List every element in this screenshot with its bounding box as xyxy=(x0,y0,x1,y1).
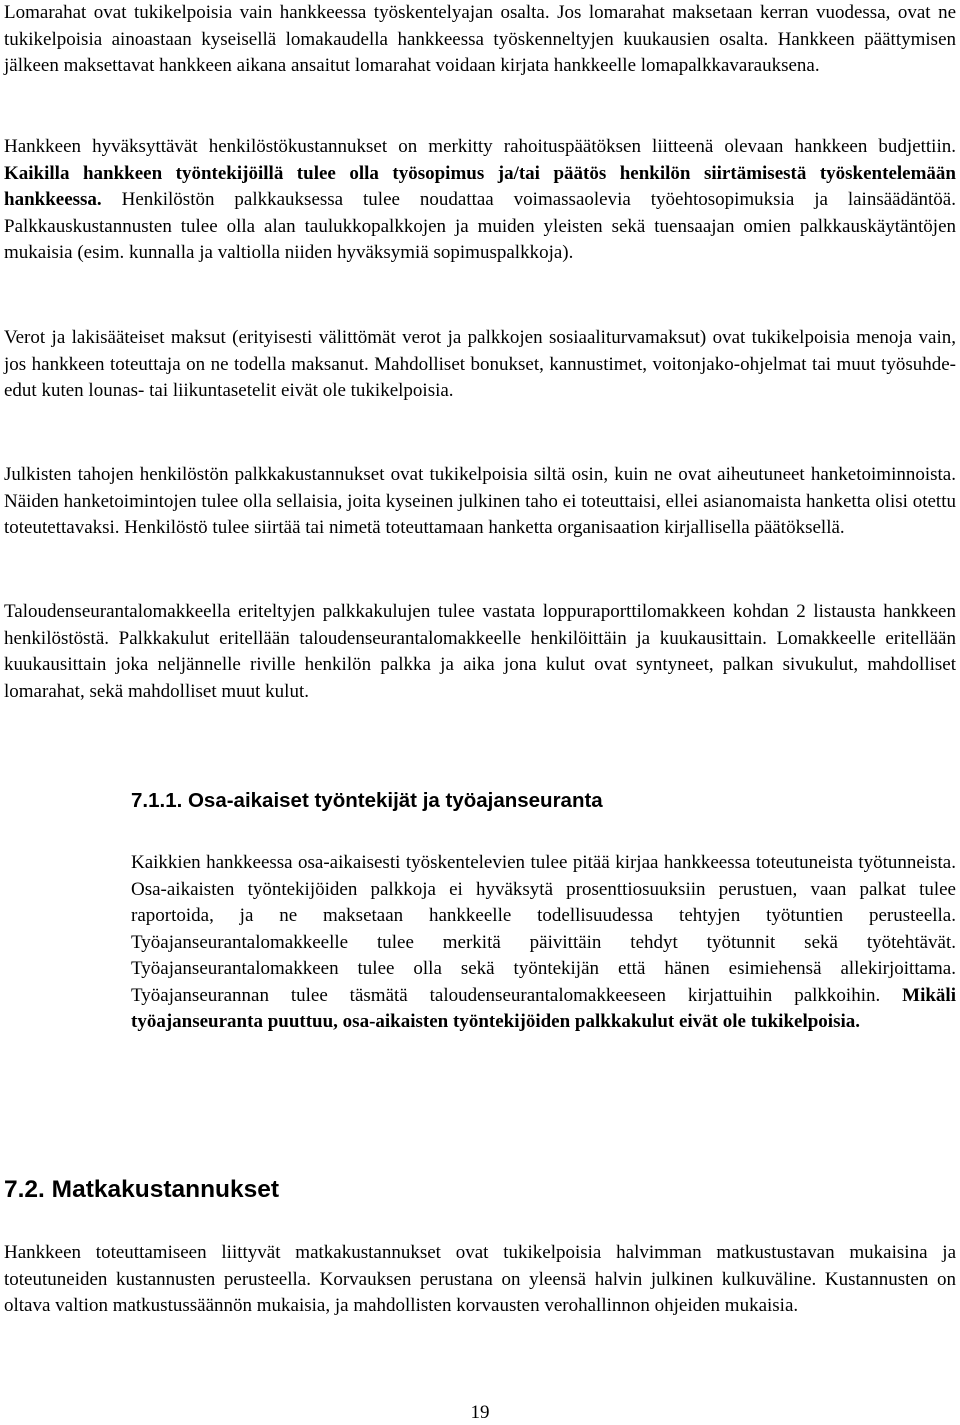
section-72-heading: 7.2. Matkakustannukset xyxy=(4,1176,280,1203)
paragraph-financial-tracking xyxy=(4,599,956,705)
paragraph-personnel-costs xyxy=(4,134,956,267)
section-72-body xyxy=(4,1240,956,1320)
paragraph-taxes-text: Verot ja lakisääteiset maksut (erityisesti välittömät verot ja palkkojen sosiaaliturvamaksut) ovat tukikelpoisia menoja vain, jos hankkeen toteuttaja on ne todella maksanut. Mahdolliset bonukset, kannustimet, voitonjako-ohjelmat tai muut työsuhde-edut kuten lounas- tai liikuntasetelit eivät ole tukikelpoisia. xyxy=(4,327,956,401)
section-711-body xyxy=(131,850,956,1036)
paragraph-personnel-costs-text-a: Hankkeen hyväksyttävät henkilöstökustannukset on merkitty rahoituspäätöksen liitteenä olevaan hankkeen budjettiin. xyxy=(4,136,956,157)
paragraph-financial-tracking-text: Taloudenseurantalomakkeella eriteltyjen palkkakulujen tulee vastata loppuraporttilomakkeen kohdan 2 listausta hankkeen henkilöstöstä. Palkkakulut eritellään taloudenseurantalomakkeelle henkilöittäin ja kuukausittain. Lomakkeelle eritellään kuukausittain joka neljännelle riville henkilön palkka ja aika jona kulut ovat syntyneet, palkan sivukulut, mahdolliset lomarahat, sekä mahdolliset muut kulut. xyxy=(4,601,956,702)
paragraph-taxes xyxy=(4,325,956,405)
section-711-body-bold: Mikäli työajanseuranta puuttuu, osa-aikaisten työntekijöiden palkkakulut eivät ole tukikelpoisia. xyxy=(131,984,956,1032)
paragraph-public-bodies-text: Julkisten tahojen henkilöstön palkkakustannukset ovat tukikelpoisia siltä osin, kuin ne ovat aiheutuneet hanketoiminnoista. Näiden hanketoimintojen tulee olla sellaisia, joita kyseinen julkinen taho ei toteuttaisi, ellei asianomaista hanketta olisi otettu toteutettavaksi. Henkilöstö tulee siirtää tai nimetä toteuttamaan hanketta organisaation kirjallisella päätöksellä. xyxy=(4,464,956,538)
paragraph-public-bodies xyxy=(4,462,956,542)
section-72-body-text: Hankkeen toteuttamiseen liittyvät matkakustannukset ovat tukikelpoisia halvimman matkustustavan mukaisina ja toteutuneiden kustannusten perusteella. Korvauksen perustana on yleensä halvin julkinen kulkuväline. Kustannusten on oltava valtion matkustussäännön mukaisia, ja mahdollisten korvausten verohallinnon ohjeiden mukaisia. xyxy=(4,1242,956,1316)
paragraph-personnel-costs-text-c: Henkilöstön palkkauksessa tulee noudattaa voimassaolevia työehtosopimuksia ja lainsäädäntöä. Palkkauskustannusten tulee olla alan taulukkopalkkojen ja muiden yleisten sekä tuensaajan omien palkkauskäytäntöjen mukaisia (esim. kunnalla ja valtiolla niiden hyväksymiä sopimuspalkkoja). xyxy=(4,189,956,263)
paragraph-personnel-costs-bold: Kaikilla hankkeen työntekijöillä tulee olla työsopimus ja/tai päätös henkilön siirtämisestä työskentelemään hankkeessa. xyxy=(4,162,956,210)
section-711-body-text: Kaikkien hankkeessa osa-aikaisesti työskentelevien tulee pitää kirjaa hankkeessa toteutuneista työtunneista. Osa-aikaisten työntekijöiden palkkoja ei hyväksytä prosenttiosuuksiin perustuen, vaan palkat tulee raportoida, ja ne maksetaan hankkeelle todellisuudessa tehtyjen työtuntien perusteella. Työajanseurantalomakkeelle tulee merkitä päivittäin tehdyt työtunnit sekä työtehtävät. Työajanseurantalomakkeen tulee olla sekä työntekijän että hänen esimiehensä allekirjoittama. Työajanseurannan tulee täsmätä taloudenseurantalomakkeeseen kirjattuihin palkkoihin. xyxy=(131,852,956,1006)
page-number: 19 xyxy=(470,1402,490,1423)
paragraph-holiday-pay-text: Lomarahat ovat tukikelpoisia vain hankkeessa työskentelyajan osalta. Jos lomarahat maksetaan kerran vuodessa, ovat ne tukikelpoisia ainoastaan kyseisellä lomakaudella hankkeessa työskenneltyjen kuukausien osalta. Hankkeen päättymisen jälkeen maksettavat hankkeen aikana ansaitut lomarahat voidaan kirjata hankkeelle lomapalkkavarauksena. xyxy=(4,2,956,76)
section-711-heading: 7.1.1. Osa-aikaiset työntekijät ja työajanseuranta xyxy=(131,789,603,812)
paragraph-holiday-pay xyxy=(4,0,956,80)
